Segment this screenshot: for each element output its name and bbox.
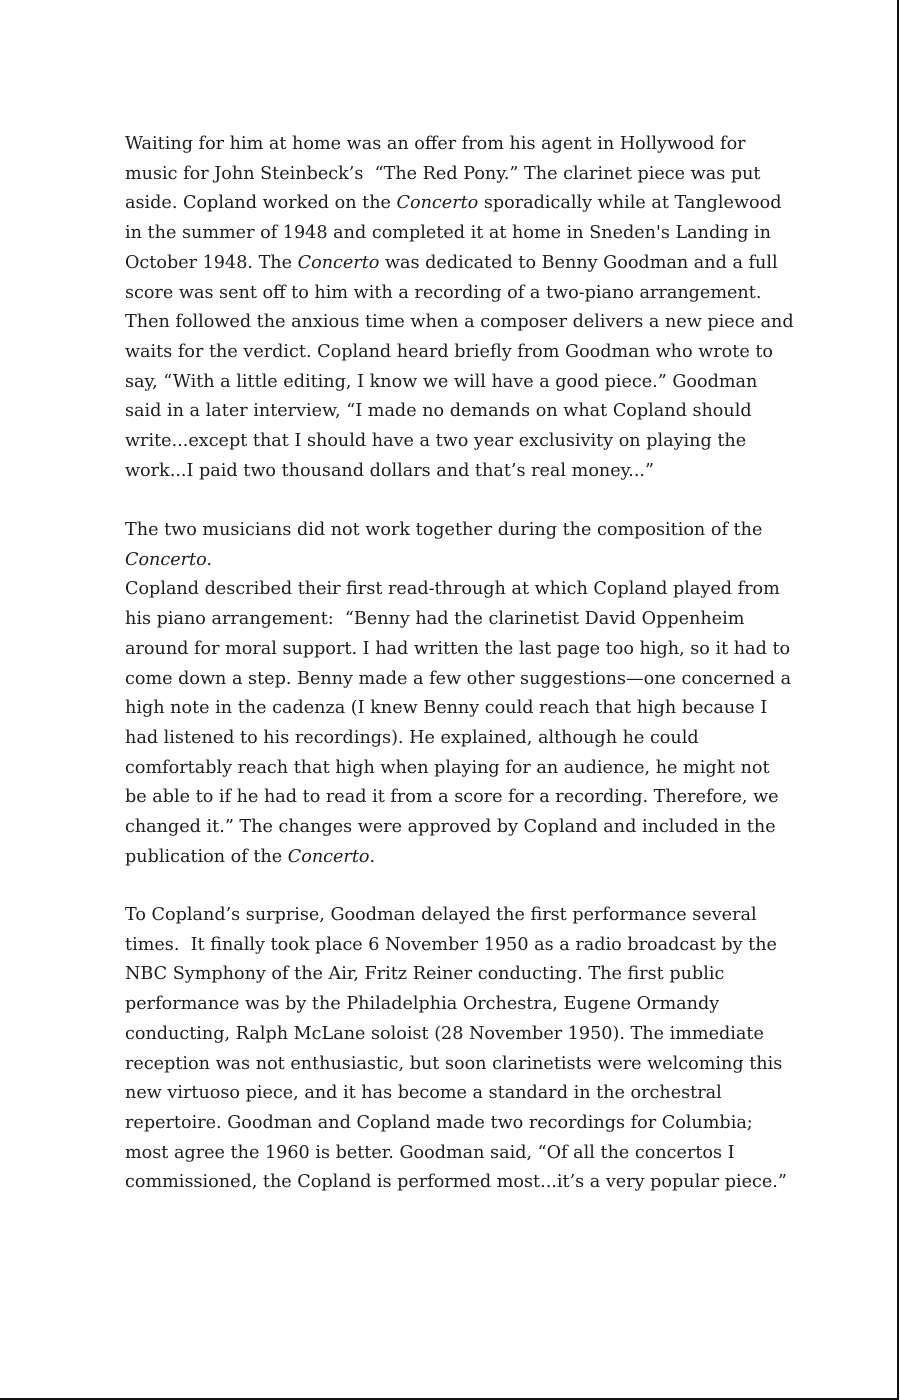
text-line: [125, 338, 835, 368]
text-line: [125, 189, 835, 219]
text-line: [125, 219, 835, 249]
italic-title: Concerto.: [125, 549, 213, 570]
text-line: [125, 1168, 835, 1198]
text-run: said in a later interview, “I made no demands on what Copland should: [125, 401, 752, 422]
text-line: [125, 901, 835, 931]
text-run: say, “With a little editing, I know we will have a good piece.” Goodman: [125, 371, 758, 392]
text-line: [125, 457, 835, 487]
text-run: NBC Symphony of the Air, Fritz Reiner conducting. The first public: [125, 964, 725, 985]
text-line: [125, 546, 835, 576]
text-run: write...except that I should have a two year exclusivity on playing the: [125, 431, 747, 452]
paragraph-first-performance: [125, 901, 835, 1198]
text-run: Waiting for him at home was an offer from his agent in Hollywood for: [125, 134, 746, 154]
text-line: [125, 279, 835, 309]
text-line: [125, 516, 835, 546]
text-run: The two musicians did not work together during the composition of the: [125, 520, 763, 540]
text-run: comfortably reach that high when playing for an audience, he might not: [125, 757, 770, 778]
text-run: repertoire. Goodman and Copland made two recordings for Columbia;: [125, 1112, 753, 1133]
text-run: most agree the 1960 is better. Goodman said, “Of all the concertos I: [125, 1142, 735, 1163]
text-run: Then followed the anxious time when a composer delivers a new piece and: [125, 312, 794, 333]
text-run: .: [369, 846, 376, 867]
text-run: around for moral support. I had written the last page too high, so it had to: [125, 638, 791, 659]
text-run: come down a step. Benny made a few other suggestions—one concerned a: [125, 668, 792, 689]
text-run: changed it.” The changes were approved by Copland and included in the: [125, 817, 776, 838]
text-line: [125, 931, 835, 961]
text-line: [125, 397, 835, 427]
text-run: had listened to his recordings). He explained, although he could: [125, 727, 699, 748]
italic-title: Concerto: [297, 252, 380, 273]
text-line: [125, 990, 835, 1020]
text-line: [125, 754, 835, 784]
text-line: [125, 605, 835, 635]
text-run: conducting, Ralph McLane soloist (28 November 1950). The immediate: [125, 1023, 764, 1044]
text-line: [125, 694, 835, 724]
text-run: music for John Steinbeck’s “The Red Pony.” The clarinet piece was put: [125, 163, 761, 184]
text-line: [125, 427, 835, 457]
text-run: be able to if he had to read it from a score for a recording. Therefore, we: [125, 787, 779, 808]
text-line: [125, 635, 835, 665]
text-line: [125, 813, 835, 843]
text-run: Copland described their first read-through at which Copland played from: [125, 579, 780, 600]
italic-title: Concerto: [396, 193, 479, 214]
text-run: aside. Copland worked on the: [125, 193, 397, 214]
text-line: [125, 1050, 835, 1080]
text-run: commissioned, the Copland is performed most...it’s a very popular piece.”: [125, 1172, 787, 1193]
text-line: [125, 368, 835, 398]
text-run: his piano arrangement: “Benny had the clarinetist David Oppenheim: [125, 609, 745, 630]
text-line: [125, 130, 835, 160]
paragraph-first-read-through: [125, 516, 835, 872]
text-run: performance was by the Philadelphia Orchestra, Eugene Ormandy: [125, 994, 720, 1015]
text-line: [125, 1109, 835, 1139]
text-run: reception was not enthusiastic, but soon clarinetists were welcoming this: [125, 1053, 783, 1074]
text-line: [125, 1020, 835, 1050]
text-run: times. It finally took place 6 November 1950 as a radio broadcast by the: [125, 934, 777, 955]
text-run: new virtuoso piece, and it has become a standard in the orchestral: [125, 1083, 722, 1104]
text-line: [125, 783, 835, 813]
text-run: score was sent off to him with a recording of a two-piano arrangement.: [125, 282, 762, 303]
text-run: was dedicated to Benny Goodman and a full: [379, 252, 778, 273]
text-run: high note in the cadenza (I knew Benny could reach that high because I: [125, 698, 768, 719]
text-run: work...I paid two thousand dollars and that’s real money...”: [125, 460, 655, 481]
text-line: [125, 1139, 835, 1169]
text-line: [125, 843, 835, 873]
text-line: [125, 960, 835, 990]
text-run: To Copland’s surprise, Goodman delayed the first performance several: [125, 905, 757, 925]
text-run: October 1948. The: [125, 252, 298, 273]
text-run: publication of the: [125, 846, 288, 867]
text-line: [125, 575, 835, 605]
text-run: sporadically while at Tanglewood: [478, 193, 782, 214]
text-run: waits for the verdict. Copland heard briefly from Goodman who wrote to: [125, 341, 773, 362]
text-line: [125, 724, 835, 754]
text-line: [125, 308, 835, 338]
text-line: [125, 249, 835, 279]
italic-title: Concerto: [287, 846, 370, 867]
paragraph-red-pony-offer: [125, 130, 835, 486]
text-run: in the summer of 1948 and completed it at home in Sneden's Landing in: [125, 223, 772, 244]
text-line: [125, 160, 835, 190]
text-line: [125, 665, 835, 695]
text-line: [125, 1079, 835, 1109]
